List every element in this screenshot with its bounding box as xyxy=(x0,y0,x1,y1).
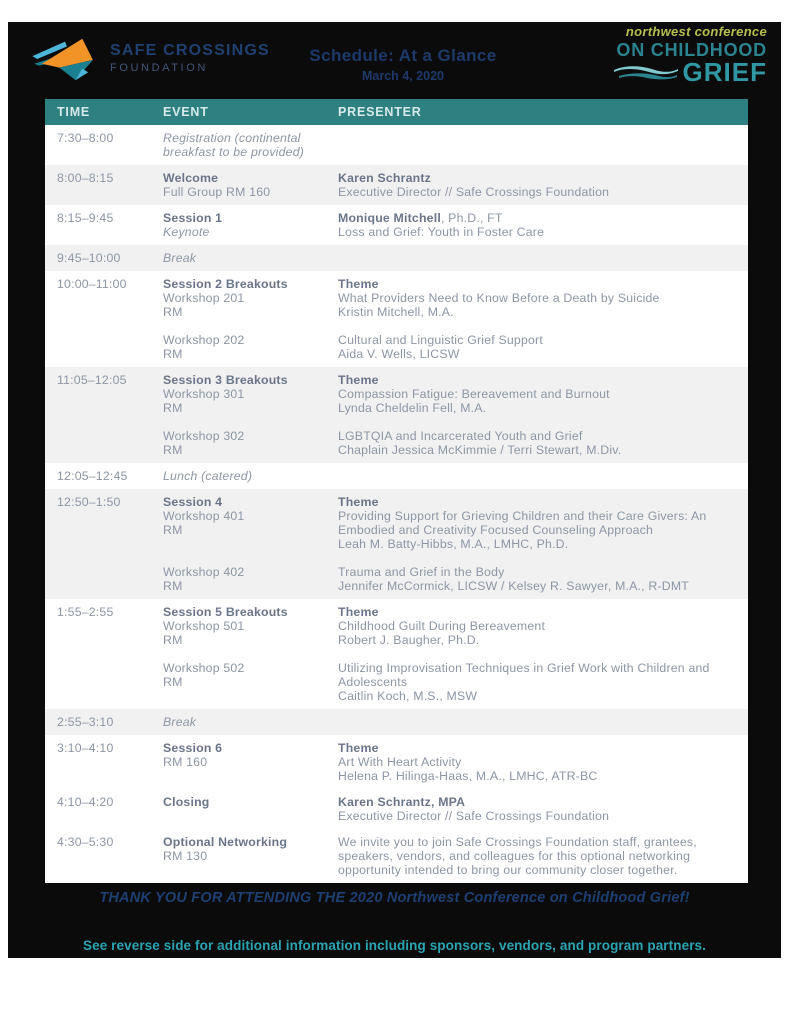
thank-you-message: THANK YOU FOR ATTENDING THE 2020 Northwest Conference on Childhood Grief! xyxy=(99,890,690,906)
text-segment: Break xyxy=(163,251,197,265)
event-cell xyxy=(163,715,338,729)
presenter-cell xyxy=(338,715,748,729)
text-segment: Utilizing Improvisation Techniques in Grief Work with Children and xyxy=(338,661,710,675)
text-segment: Art With Heart Activity xyxy=(338,755,462,769)
schedule-line xyxy=(338,415,738,429)
schedule-line xyxy=(163,755,338,769)
schedule-line xyxy=(163,211,338,225)
schedule-line xyxy=(338,225,738,239)
page-title-block xyxy=(238,46,568,83)
column-header-event: EVENT xyxy=(163,105,209,119)
schedule-line xyxy=(338,675,738,689)
event-date: March 4, 2020 xyxy=(362,69,444,83)
table-row xyxy=(45,245,748,271)
column-header-time: TIME xyxy=(57,105,91,119)
text-segment: Loss and Grief: Youth in Foster Care xyxy=(338,225,545,239)
schedule-line xyxy=(163,347,338,361)
bird-logo-icon xyxy=(32,34,100,82)
text-segment: Helena P. Hilinga-Haas, M.A., LMHC, ATR-BC xyxy=(338,769,598,783)
schedule-line xyxy=(163,661,338,675)
table-header-row xyxy=(45,99,748,125)
schedule-line xyxy=(163,305,338,319)
text-segment: Optional Networking xyxy=(163,835,288,849)
schedule-line xyxy=(338,319,738,333)
text-segment: RM xyxy=(163,579,183,593)
text-segment: Chaplain Jessica McKimmie / Terri Stewart, M.Div. xyxy=(338,443,622,457)
text-segment: Trauma and Grief in the Body xyxy=(338,565,505,579)
schedule-line xyxy=(163,537,338,551)
text-segment: Theme xyxy=(338,605,379,619)
text-segment: Closing xyxy=(163,795,210,809)
schedule-line xyxy=(338,689,738,703)
schedule-line xyxy=(338,211,738,225)
event-cell xyxy=(163,211,338,239)
text-segment: Keynote xyxy=(163,225,210,239)
event-cell xyxy=(163,469,338,483)
text-segment: Karen Schrantz xyxy=(338,171,432,185)
table-row xyxy=(45,165,748,205)
time-cell: 2:55–3:10 xyxy=(57,715,114,729)
text-segment: Lynda Cheldelin Fell, M.A. xyxy=(338,401,487,415)
table-row xyxy=(45,463,748,489)
table-row xyxy=(45,205,748,245)
event-cell xyxy=(163,605,338,703)
text-segment: Embodied and Creativity Focused Counseling Approach xyxy=(338,523,654,537)
table-row xyxy=(45,709,748,735)
text-segment: Registration (continental breakfast to be provided) xyxy=(163,131,305,159)
presenter-cell xyxy=(338,277,748,361)
text-segment: Monique Mitchell xyxy=(338,211,441,225)
schedule-line xyxy=(338,277,738,291)
text-segment: Compassion Fatigue: Bereavement and Burnout xyxy=(338,387,610,401)
text-segment: Full Group RM 160 xyxy=(163,185,271,199)
schedule-line xyxy=(163,319,338,333)
event-cell xyxy=(163,495,338,593)
text-segment: Workshop 201 xyxy=(163,291,245,305)
schedule-line xyxy=(163,565,338,579)
schedule-line xyxy=(338,741,738,755)
schedule-table xyxy=(45,99,748,883)
schedule-line xyxy=(338,795,738,809)
schedule-line xyxy=(163,469,338,483)
schedule-line xyxy=(163,429,338,443)
schedule-line xyxy=(163,675,338,689)
time-cell: 8:15–9:45 xyxy=(57,211,114,225)
event-cell xyxy=(163,131,338,159)
schedule-line xyxy=(163,333,338,347)
text-segment: RM xyxy=(163,305,183,319)
time-cell: 12:05–12:45 xyxy=(57,469,128,483)
schedule-line xyxy=(163,443,338,457)
presenter-cell xyxy=(338,373,748,457)
text-segment: RM xyxy=(163,523,183,537)
text-segment: Break xyxy=(163,715,197,729)
schedule-line xyxy=(338,633,738,647)
schedule-line xyxy=(338,863,738,877)
text-segment: Session 6 xyxy=(163,741,223,755)
time-cell: 7:30–8:00 xyxy=(57,131,114,145)
page-title: Schedule: At a Glance xyxy=(309,46,497,65)
schedule-line xyxy=(338,185,738,199)
column-header-presenter: PRESENTER xyxy=(338,105,422,119)
text-segment: Theme xyxy=(338,277,379,291)
schedule-line xyxy=(163,633,338,647)
schedule-line xyxy=(338,333,738,347)
time-cell: 4:10–4:20 xyxy=(57,795,114,809)
text-segment: Adolescents xyxy=(338,675,408,689)
schedule-line xyxy=(163,277,338,291)
table-row xyxy=(45,367,748,463)
schedule-line xyxy=(163,551,338,565)
table-row xyxy=(45,271,748,367)
text-segment: Workshop 502 xyxy=(163,661,245,675)
schedule-line xyxy=(163,523,338,537)
schedule-line xyxy=(163,373,338,387)
schedule-line xyxy=(338,755,738,769)
schedule-line xyxy=(338,523,738,537)
schedule-line xyxy=(338,401,738,415)
text-segment: Karen Schrantz, MPA xyxy=(338,795,466,809)
schedule-line xyxy=(163,415,338,429)
text-segment: LGBTQIA and Incarcerated Youth and Grief xyxy=(338,429,583,443)
table-row xyxy=(45,599,748,709)
schedule-line xyxy=(163,715,338,729)
org-subname: FOUNDATION xyxy=(110,62,208,74)
schedule-line xyxy=(338,565,738,579)
presenter-cell xyxy=(338,131,748,159)
text-segment: Session 1 xyxy=(163,211,223,225)
schedule-line xyxy=(338,373,738,387)
schedule-line xyxy=(163,741,338,755)
schedule-line xyxy=(163,131,338,159)
schedule-line xyxy=(338,347,738,361)
conference-logo-line1: northwest conference xyxy=(625,24,767,39)
schedule-line xyxy=(338,661,738,675)
text-segment: , Ph.D., FT xyxy=(440,211,503,225)
schedule-line xyxy=(338,429,738,443)
time-cell: 12:50–1:50 xyxy=(57,495,121,509)
text-segment: Session 4 xyxy=(163,495,223,509)
text-segment: Session 2 Breakouts xyxy=(163,277,288,291)
event-cell xyxy=(163,171,338,199)
text-segment: Workshop 301 xyxy=(163,387,245,401)
text-segment: Session 5 Breakouts xyxy=(163,605,288,619)
text-segment: speakers, vendors, and colleagues for this optional networking xyxy=(338,849,691,863)
text-segment: Workshop 302 xyxy=(163,429,245,443)
event-cell xyxy=(163,795,338,823)
text-segment: Workshop 501 xyxy=(163,619,245,633)
schedule-line xyxy=(163,509,338,523)
text-segment: Lunch (catered) xyxy=(163,469,253,483)
text-segment: Workshop 202 xyxy=(163,333,245,347)
schedule-line xyxy=(338,537,738,551)
text-segment: Childhood Guilt During Bereavement xyxy=(338,619,546,633)
event-cell xyxy=(163,277,338,361)
presenter-cell xyxy=(338,495,748,593)
org-name: SAFE CROSSINGS xyxy=(110,42,270,59)
presenter-cell xyxy=(338,251,748,265)
event-cell xyxy=(163,741,338,783)
schedule-line xyxy=(338,605,738,619)
schedule-line xyxy=(163,291,338,305)
text-segment: RM 160 xyxy=(163,755,208,769)
text-segment: Providing Support for Grieving Children and their Care Givers: An xyxy=(338,509,707,523)
table-row xyxy=(45,829,748,883)
document-panel xyxy=(8,22,781,958)
schedule-line xyxy=(338,443,738,457)
schedule-table-body xyxy=(45,125,748,883)
schedule-line xyxy=(163,835,338,849)
time-cell: 8:00–8:15 xyxy=(57,171,114,185)
text-segment: What Providers Need to Know Before a Death by Suicide xyxy=(338,291,660,305)
text-segment: RM xyxy=(163,633,183,647)
table-row xyxy=(45,789,748,829)
schedule-line xyxy=(338,495,738,509)
text-segment: Workshop 401 xyxy=(163,509,245,523)
text-segment: Aida V. Wells, LICSW xyxy=(338,347,460,361)
text-segment: Executive Director // Safe Crossings Foundation xyxy=(338,809,610,823)
schedule-line xyxy=(338,809,738,823)
schedule-line xyxy=(338,387,738,401)
schedule-line xyxy=(163,495,338,509)
schedule-line xyxy=(338,835,738,849)
text-segment: Cultural and Linguistic Grief Support xyxy=(338,333,543,347)
text-segment: RM xyxy=(163,347,183,361)
text-segment: Theme xyxy=(338,373,379,387)
text-segment: opportunity intended to bring our community closer together. xyxy=(338,863,678,877)
see-reverse-note: See reverse side for additional information including sponsors, vendors, and program partners. xyxy=(82,938,707,953)
presenter-cell xyxy=(338,835,748,877)
presenter-cell xyxy=(338,469,748,483)
presenter-cell xyxy=(338,795,748,823)
schedule-line xyxy=(338,291,738,305)
schedule-line xyxy=(163,401,338,415)
presenter-cell xyxy=(338,741,748,783)
time-cell: 10:00–11:00 xyxy=(57,277,127,291)
text-segment: Theme xyxy=(338,741,379,755)
text-segment: Jennifer McCormick, LICSW / Kelsey R. Sawyer, M.A., R-DMT xyxy=(338,579,689,593)
schedule-line xyxy=(338,769,738,783)
text-segment: Executive Director // Safe Crossings Foundation xyxy=(338,185,610,199)
safe-crossings-logo xyxy=(32,34,270,82)
text-segment: RM 130 xyxy=(163,849,208,863)
schedule-line xyxy=(163,579,338,593)
schedule-line xyxy=(163,387,338,401)
text-segment: Caitlin Koch, M.S., MSW xyxy=(338,689,478,703)
table-row xyxy=(45,489,748,599)
schedule-line xyxy=(163,225,338,239)
schedule-line xyxy=(163,605,338,619)
text-segment: We invite you to join Safe Crossings Foundation staff, grantees, xyxy=(338,835,697,849)
presenter-cell xyxy=(338,211,748,239)
schedule-line xyxy=(163,849,338,863)
table-row xyxy=(45,125,748,165)
schedule-line xyxy=(338,551,738,565)
text-segment: RM xyxy=(163,401,183,415)
text-segment: Session 3 Breakouts xyxy=(163,373,288,387)
text-segment: RM xyxy=(163,675,183,689)
conference-logo xyxy=(613,24,767,85)
conference-logo-line2: ON CHILDHOOD xyxy=(616,40,767,60)
text-segment: Theme xyxy=(338,495,379,509)
schedule-line xyxy=(163,619,338,633)
schedule-line xyxy=(338,305,738,319)
table-row xyxy=(45,735,748,789)
text-segment: Workshop 402 xyxy=(163,565,245,579)
text-segment: Kristin Mitchell, M.A. xyxy=(338,305,454,319)
time-cell: 1:55–2:55 xyxy=(57,605,114,619)
text-segment: RM xyxy=(163,443,183,457)
schedule-line xyxy=(338,647,738,661)
schedule-line xyxy=(163,647,338,661)
schedule-line xyxy=(338,171,738,185)
time-cell: 4:30–5:30 xyxy=(57,835,114,849)
text-segment: Leah M. Batty-Hibbs, M.A., LMHC, Ph.D. xyxy=(338,537,569,551)
schedule-line xyxy=(163,795,338,809)
time-cell: 9:45–10:00 xyxy=(57,251,121,265)
schedule-line xyxy=(163,171,338,185)
presenter-cell xyxy=(338,171,748,199)
time-cell: 3:10–4:10 xyxy=(57,741,114,755)
event-cell xyxy=(163,251,338,265)
text-segment: Robert J. Baugher, Ph.D. xyxy=(338,633,480,647)
time-cell: 11:05–12:05 xyxy=(57,373,127,387)
schedule-line xyxy=(338,849,738,863)
schedule-line xyxy=(338,619,738,633)
event-cell xyxy=(163,835,338,877)
text-segment: Welcome xyxy=(163,171,219,185)
presenter-cell xyxy=(338,605,748,703)
conference-logo-line3: GRIEF xyxy=(682,57,767,87)
schedule-line xyxy=(338,509,738,523)
schedule-line xyxy=(338,579,738,593)
wave-icon xyxy=(613,63,679,81)
event-cell xyxy=(163,373,338,457)
schedule-line xyxy=(163,185,338,199)
schedule-line xyxy=(163,251,338,265)
